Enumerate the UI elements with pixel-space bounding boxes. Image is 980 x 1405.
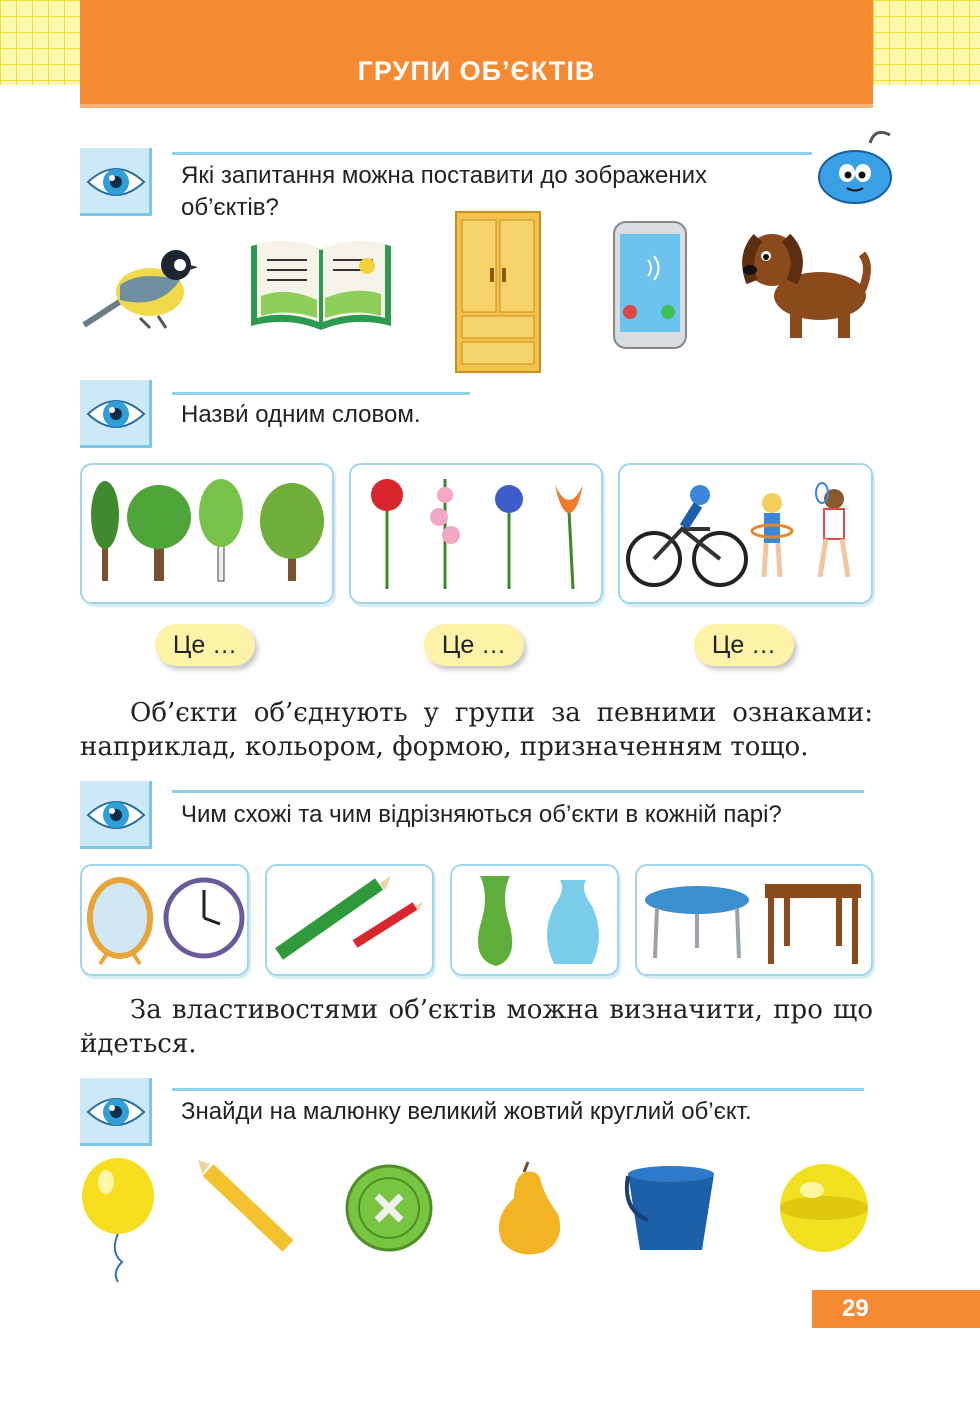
yellow-pencil-image <box>196 1160 300 1258</box>
smartphone-image <box>612 220 688 350</box>
task-text-4: Знайди на малюнку великий жовтий круглий об’єкт. <box>181 1098 752 1125</box>
task-underline <box>172 1088 864 1091</box>
eye-icon <box>80 781 152 849</box>
yellow-balloon-image <box>80 1156 160 1284</box>
task-text-1: Які запитання можна поставити до зображених об’єктів? <box>181 162 707 221</box>
trees-picture-frame <box>80 463 334 604</box>
bird-image <box>80 240 198 330</box>
task-text-3: Чим схожі та чим відрізняються об’єкти в кожній парі? <box>181 801 782 828</box>
grid-decoration-left <box>0 0 80 85</box>
page-header <box>80 0 873 104</box>
tree-birch <box>199 479 243 581</box>
task-underline <box>172 392 470 395</box>
rule-paragraph-1 <box>80 696 873 764</box>
vases-frame <box>450 864 619 976</box>
tree-oak <box>127 485 191 581</box>
task-text-2: Назви́ одним словом. <box>181 401 421 428</box>
page-number: 29 <box>812 1290 980 1328</box>
rule-paragraph-2 <box>80 993 873 1061</box>
computer-mouse-mascot-icon <box>815 125 897 207</box>
dog-image <box>738 226 873 344</box>
tree-willow <box>260 483 324 581</box>
tree-pine <box>91 481 119 581</box>
pencils-frame <box>265 864 434 976</box>
page-title: ГРУПИ ОБ’ЄКТІВ <box>357 56 596 86</box>
task-underline <box>172 152 812 155</box>
grid-decoration-right <box>873 0 980 85</box>
tables-frame <box>635 864 873 976</box>
mirror-clock-frame <box>80 864 249 976</box>
eye-icon <box>80 380 152 448</box>
eye-icon <box>80 148 152 216</box>
yellow-ball-image <box>778 1162 870 1254</box>
rule-paragraph-1-text: Об’єкти об’єднують у групи за певними ознаками: наприклад, кольором, формою, призначенням тощо. <box>80 698 873 762</box>
eye-icon <box>80 1078 152 1146</box>
answer-pill-2: Це … <box>424 624 524 666</box>
task-underline <box>172 790 864 793</box>
blue-bucket-image <box>622 1160 720 1256</box>
pear-image <box>488 1156 566 1260</box>
sports-picture-frame <box>618 463 873 604</box>
answer-pill-1: Це … <box>155 624 255 666</box>
answer-pill-3: Це … <box>694 624 794 666</box>
green-button-image <box>345 1164 433 1252</box>
rule-paragraph-2-text: За властивостями об’єктів можна визначити, про що йдеться. <box>80 995 873 1059</box>
wardrobe-image <box>450 208 546 378</box>
open-book-image <box>247 236 395 334</box>
flowers-picture-frame <box>349 463 603 604</box>
